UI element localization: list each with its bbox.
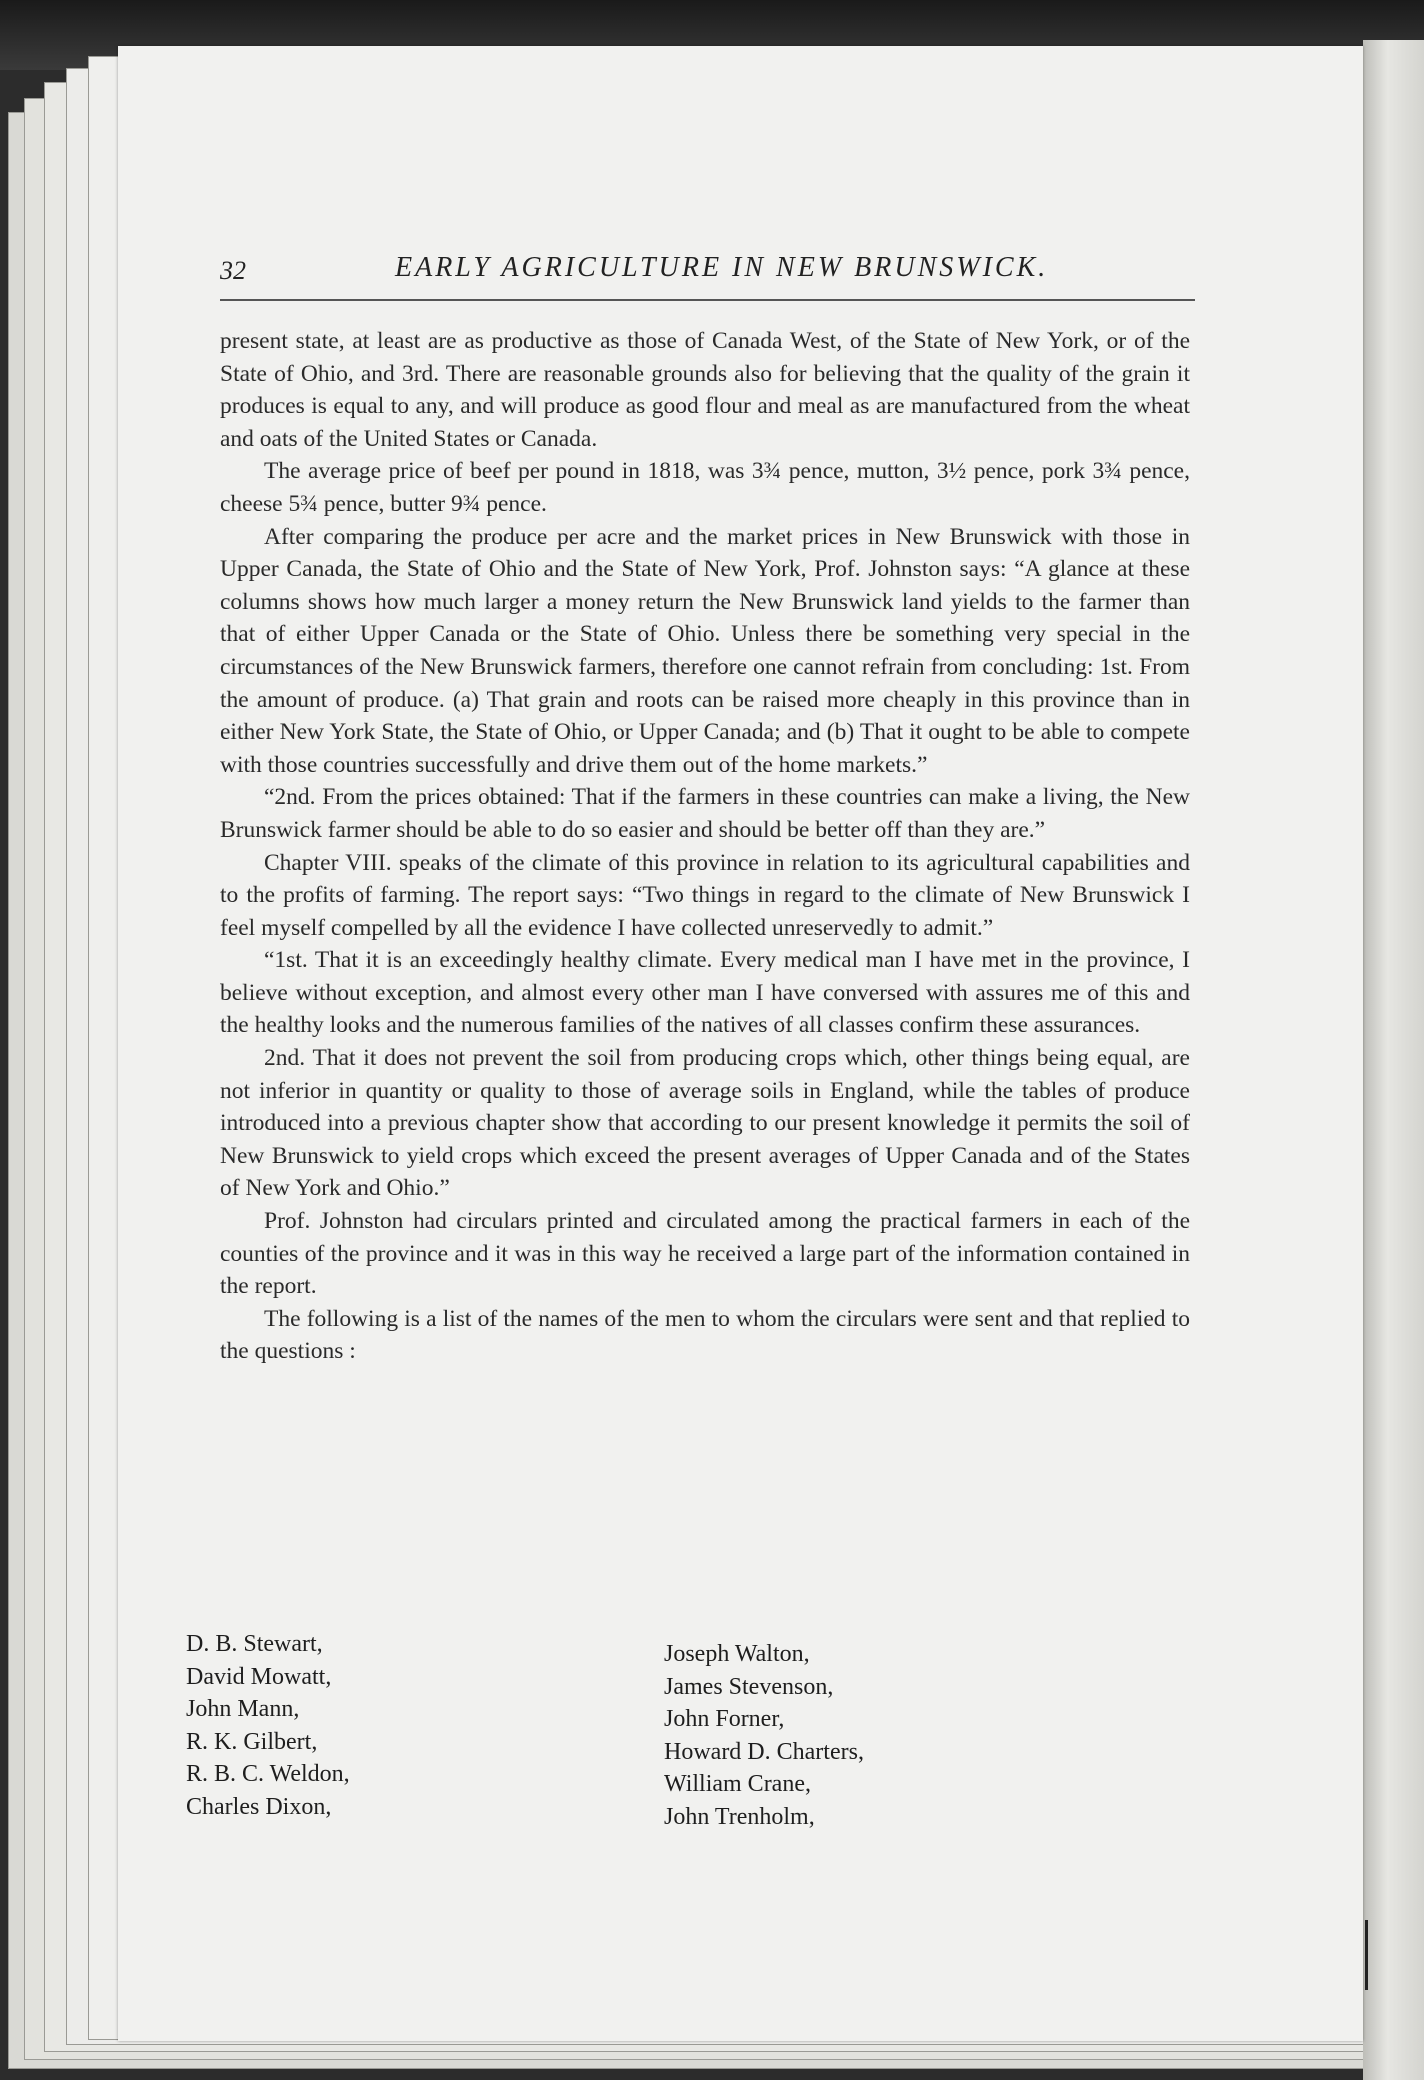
paragraph: Chapter VIII. speaks of the climate of this province in relation to its agricultural capabilities and to the profits of farming. The report says: “Two things in regard to the climate of New Brunswick I feel myself compelled by all the evidence I have collected unreservedly to admit.” bbox=[220, 849, 1190, 941]
paragraph: 2nd. That it does not prevent the soil from producing crops which, other things being equal, are not inferior in quantity or quality to those of average soils in England, while the tables of produce introduced into a previous chapter show that according to our present knowledge it permits the soil of New Brunswick to yield crops which exceed the present averages of Upper Canada and of the States of New York and Ohio.” bbox=[220, 1045, 1190, 1202]
paragraph: “2nd. From the prices obtained: That if the farmers in these countries can make a living, the New Brunswick farmer should be able to do so easier and should be better off than they are.” bbox=[220, 784, 1190, 843]
list-item: James Stevenson, bbox=[664, 1673, 834, 1700]
paragraph: “1st. That it is an exceedingly healthy climate. Every medical man I have met in the province, I believe without exception, and almost every other man I have conversed with assures me of this and the healthy looks and the numerous families of the natives of all classes confirm these assurances. bbox=[220, 947, 1190, 1039]
list-item: John Forner, bbox=[664, 1706, 785, 1732]
list-item: David Mowatt, bbox=[186, 1663, 332, 1690]
list-item: D. B. Stewart, bbox=[186, 1631, 323, 1657]
names-column-right bbox=[664, 1638, 864, 1833]
paragraph: The following is a list of the names of the men to whom the circulars were sent and that replied to the questions : bbox=[220, 1305, 1190, 1365]
list-item: John Trenholm, bbox=[664, 1803, 815, 1830]
list-item: William Crane, bbox=[664, 1771, 811, 1797]
list-item: Howard D. Charters, bbox=[664, 1738, 864, 1765]
list-item: R. K. Gilbert, bbox=[186, 1728, 318, 1755]
list-item: John Mann, bbox=[186, 1696, 300, 1722]
list-item: Charles Dixon, bbox=[186, 1793, 332, 1820]
paragraph: The average price of beef per pound in 1818, was 3¾ pence, mutton, 3½ pence, pork 3¾ pence, cheese 5¾ pence, butter 9¾ pence. bbox=[220, 458, 1190, 517]
facing-page-edge bbox=[1363, 40, 1424, 2080]
running-title: EARLY AGRICULTURE IN NEW BRUNSWICK. bbox=[395, 252, 1049, 283]
header-rule bbox=[220, 299, 1195, 301]
paragraph: After comparing the produce per acre and the market prices in New Brunswick with those in Upper Canada, the State of Ohio and the State of New York, Prof. Johnston says: “A glance at these columns shows how much larger a money return the New Brunswick land yields to the farmer than that of either Upper Canada or the State of Ohio. Unless there be something very special in the circumstances of the New Brunswick farmers, therefore one cannot refrain from concluding: 1st. From the amount of produce. (a) That grain and roots can be raised more cheaply in this province than in either New York State, the State of Ohio, or Upper Canada; and (b) That it ought to be able to compete with those countries successfully and drive them out of the home markets.” bbox=[220, 523, 1190, 778]
names-list bbox=[186, 1628, 1186, 1858]
list-item: Joseph Walton, bbox=[664, 1641, 810, 1667]
names-column-left bbox=[186, 1628, 350, 1823]
list-item: R. B. C. Weldon, bbox=[186, 1761, 350, 1787]
paragraph: present state, at least are as productive as those of Canada West, of the State of New York, or of the State of Ohio, and 3rd. There are reasonable grounds also for believing that the quality of the grain it produces is equal to any, and will produce as good flour and meal as are manufactured from the wheat and oats of the United States or Canada. bbox=[220, 328, 1190, 452]
page-header bbox=[220, 252, 1195, 302]
page-curl-mark bbox=[1365, 1920, 1368, 1990]
paragraph: Prof. Johnston had circulars printed and circulated among the practical farmers in each of the counties of the province and it was in this way he received a large part of the information contained in the report. bbox=[220, 1208, 1190, 1300]
page-number: 32 bbox=[220, 256, 246, 285]
body-text bbox=[220, 325, 1190, 1368]
